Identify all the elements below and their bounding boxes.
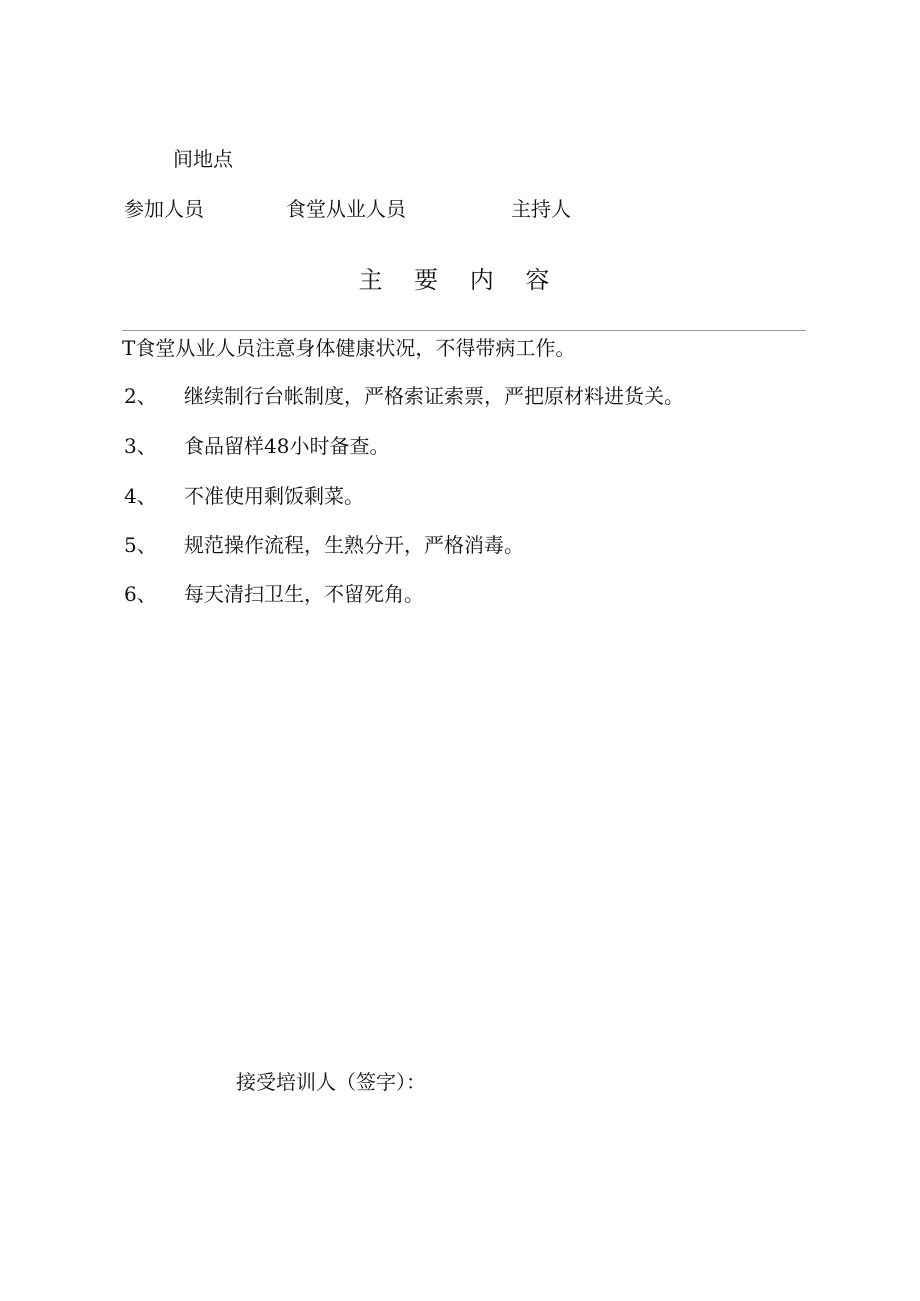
participants-label: 参加人员 <box>124 197 204 221</box>
signature-label: 接受培训人（签字）： <box>236 1070 426 1094</box>
list-item-number: 6、 <box>124 582 157 606</box>
list-item-1: T食堂从业人员注意身体健康状况，不得带病工作。 <box>122 336 576 360</box>
list-item-number: 5、 <box>124 533 157 557</box>
list-item-text: 继续制行台帐制度，严格索证索票，严把原材料进货关。 <box>184 384 684 408</box>
time-place-label: 间地点 <box>173 147 233 171</box>
list-item-number: 3、 <box>124 434 157 458</box>
section-title: 主 要 内 容 <box>358 266 562 294</box>
list-item-number: 4、 <box>124 484 157 508</box>
list-item-text: 每天清扫卫生，不留死角。 <box>184 582 424 606</box>
list-item-number: 2、 <box>124 384 157 408</box>
list-item-text: 不准使用剩饭剩菜。 <box>184 484 364 508</box>
list-item-text: 食品留样48小时备查。 <box>184 434 390 458</box>
list-item-text: 规范操作流程，生熟分开，严格消毒。 <box>184 533 524 557</box>
host-label: 主持人 <box>511 197 571 221</box>
divider <box>122 330 806 331</box>
participants-value: 食堂从业人员 <box>286 197 406 221</box>
